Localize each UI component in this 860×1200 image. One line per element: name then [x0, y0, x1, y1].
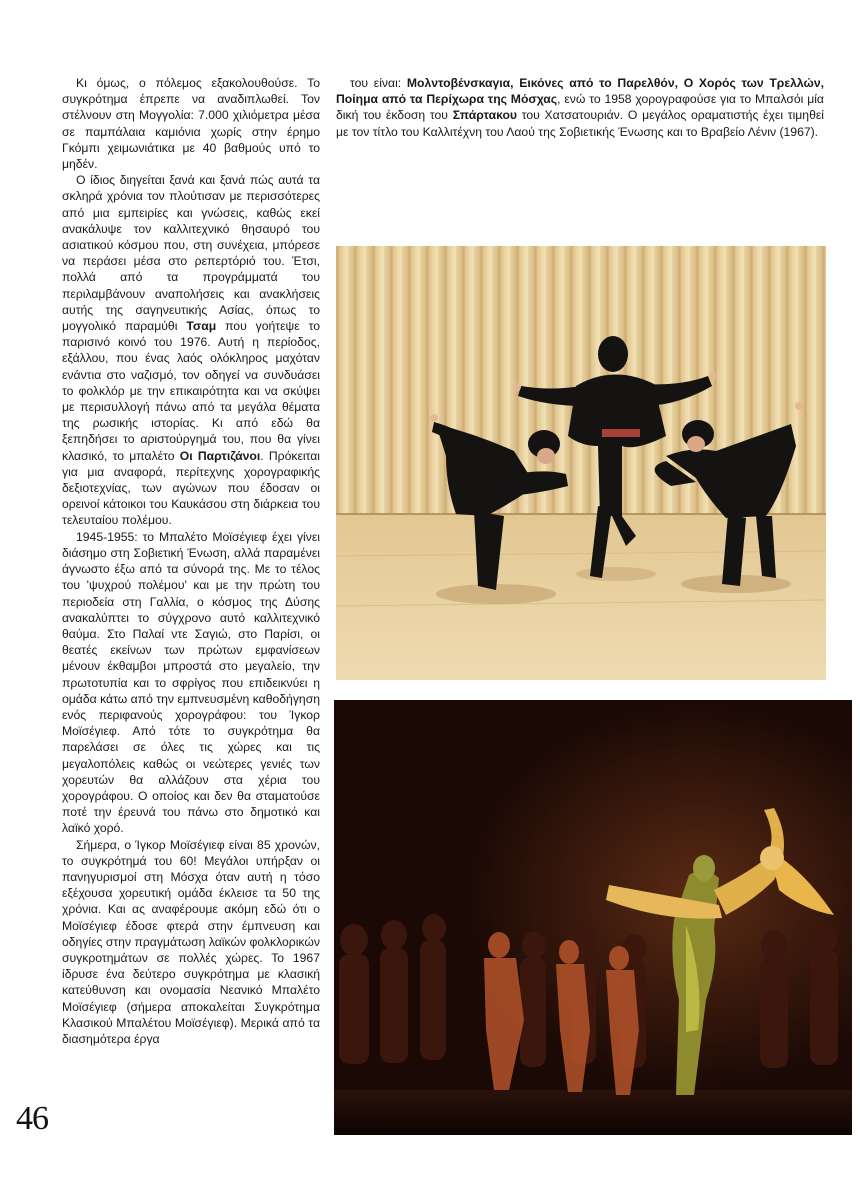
body-text: . Πρόκειται για μια αναφορά, περίτεχνης χορογραφικής δεξιοτεχνίας, των αγώνων που έδοσαν οι ορεινοί κάτοικοι του Καυκάσου στη διάρκεια του τελευταίου πολέμου. — [62, 448, 320, 528]
body-text: Ο ίδιος διηγείται ξανά και ξανά πώς αυτά τα σκληρά χρόνια τον πλούτισαν με περισσότερες από μια εμπειρίες και γνώσεις, καθώς εκεί ανακάλυψε τον καλλιτεχνικό θησαυρό του ασιατικού κόσμου που, στη συνέχεια, μπόρεσε να περάσει μέσα στο ρεπερτόριό του. Έτσι, πολλά από τα προγράμματά του περιλαμβάνουν αναπολήσεις και ανακλήσεις αυτής της σαγηνευτικής Ασίας, όπως το μογγολικό παραμύθι — [62, 173, 320, 334]
body-text: του είναι: — [350, 76, 407, 90]
photo-stage-scene — [334, 700, 852, 1135]
article-column-right — [336, 75, 824, 140]
page-number: 46 — [16, 1100, 48, 1137]
body-text: του Χατσατουριάν. Ο μεγάλος οραματιστής έχει τιμηθεί με τον τίτλο του Καλλιτέχνη του Λαού της Σοβιετικής Ένωσης και το Βραβείο Λένιν (1967). — [336, 108, 824, 139]
body-text: 1945-1955: το Μπαλέτο Μοϊσέγιεφ έχει γίνει διάσημο στη Σοβιετική Ένωση, αλλά παραμένει άγνωστο έξω από τα σύνορά της. Με το τέλος του 'ψυχρού πολέμου' και με την πρώτη του περιοδεία στη Γαλλία, ο κόσμος της Δύσης ανακαλύπτει το σύγχρονο αυτό καλλιτεχνικό θαύμα. Στο Παλαί ντε Σαγιώ, στο Παρίσι, οι θεατές εκείνων των πρώτων εμφανίσεων μένουν έκθαμβοι μπροστά στο μεγαλείο, την πρωτοτυπία και το σφρίγος που επιδεικνύει η ομάδα κάτω από την εμπνευσμένη καθοδήγηση ενός περιφανούς χορογράφου: του Ίγκορ Μοϊσέγιεφ. Από τότε το συγκρότημα θα παρελάσει σε όλες τις χώρες και τις μεγαλοπόλεις καθώς οι νεώτερες γενιές των χορευτών θα αλλάζουν στα χέρια του χορογράφου. Ο οποίος και δεν θα σταματούσε ποτέ την έρευνά του πάνω στο δημοτικό και λαϊκό χορό. — [62, 529, 320, 836]
article-column-left — [62, 75, 320, 1047]
bold-title-text: Μολντοβένσκαγια, Εικόνες από το Παρελθόν, Ο Χορός των Τρελλών, Ποίημα από τα Περίχωρα της Μόσχας — [336, 76, 825, 107]
left-paragraph-3 — [62, 529, 320, 837]
left-paragraph-2 — [62, 172, 320, 528]
photo-three-dancers — [336, 246, 826, 680]
bold-title-text: Σπάρτακου — [452, 108, 517, 123]
body-text: Σήμερα, ο Ίγκορ Μοϊσέγιεφ είναι 85 χρονών, το συγκρότημά του 60! Μεγάλοι υπήρξαν οι πανηγυρισμοί στη Μόσχα όταν αυτή η τόσο εξέχουσα χορευτική ομάδα έκλεισε τα 50 της χρόνια. Και ας αναφέρουμε ακόμη εδώ ότι ο Μοϊσέγιεφ έδοσε φτερά στην έμπνευση και οδηγίες στην πραγμάτωση λαϊκών φολκλορικών συγκροτημάτων σε πολλές χώρες. Το 1967 ίδρυσε ένα δεύτερο συγκρότημα με κλασική κατεύθυνση και ονομασία Νεανικό Μπαλέτο Μοϊσέγιεφ (σήμερα αποκαλείται Συγκρότημα Κλασικού Μπαλέτου Μοϊσέγιεφ). Μερικά από τα διασημότερα έργα — [62, 837, 320, 1046]
body-text: που γοήτεψε το παρισινό κοινό του 1976. Αυτή η περίοδος, εξάλλου, που ένας λαός ολόκληρος μαχόταν ενάντια στο ναζισμό, τον οδηγεί να συνδυάσει το φολκλόρ με την επικαιρότητα και να σκύψει με περισυλλογή πάνω από τα μεγάλα θέματα της ρωσικής ιστορίας. Κι από εδώ θα ξεπηδήσει το αριστούργημά του, που θα γίνει κλασικό, το μπαλέτο — [62, 319, 321, 463]
left-paragraph-4 — [62, 837, 320, 1048]
right-paragraph-1 — [336, 75, 824, 140]
body-text: , ενώ το 1958 χορογραφούσε για το Μπαλσόι μία δική του έκδοση του — [336, 92, 824, 123]
left-paragraph-1 — [62, 75, 320, 172]
bold-title-text: Τσαμ — [186, 319, 217, 334]
body-text: Κι όμως, ο πόλεμος εξακολουθούσε. Το συγκρότημα έπρεπε να αναδιπλωθεί. Τον στέλνουν στη Μογγολία: 7.000 χιλιόμετρα μέσα σε παμπάλαια καμιόνια χωρίς στην έρημο Γκόμπι χειμωνιάτικα με 40 βαθμούς υπό το μηδέν. — [62, 76, 320, 172]
bold-title-text: Οι Παρτιζάνοι — [179, 448, 261, 463]
